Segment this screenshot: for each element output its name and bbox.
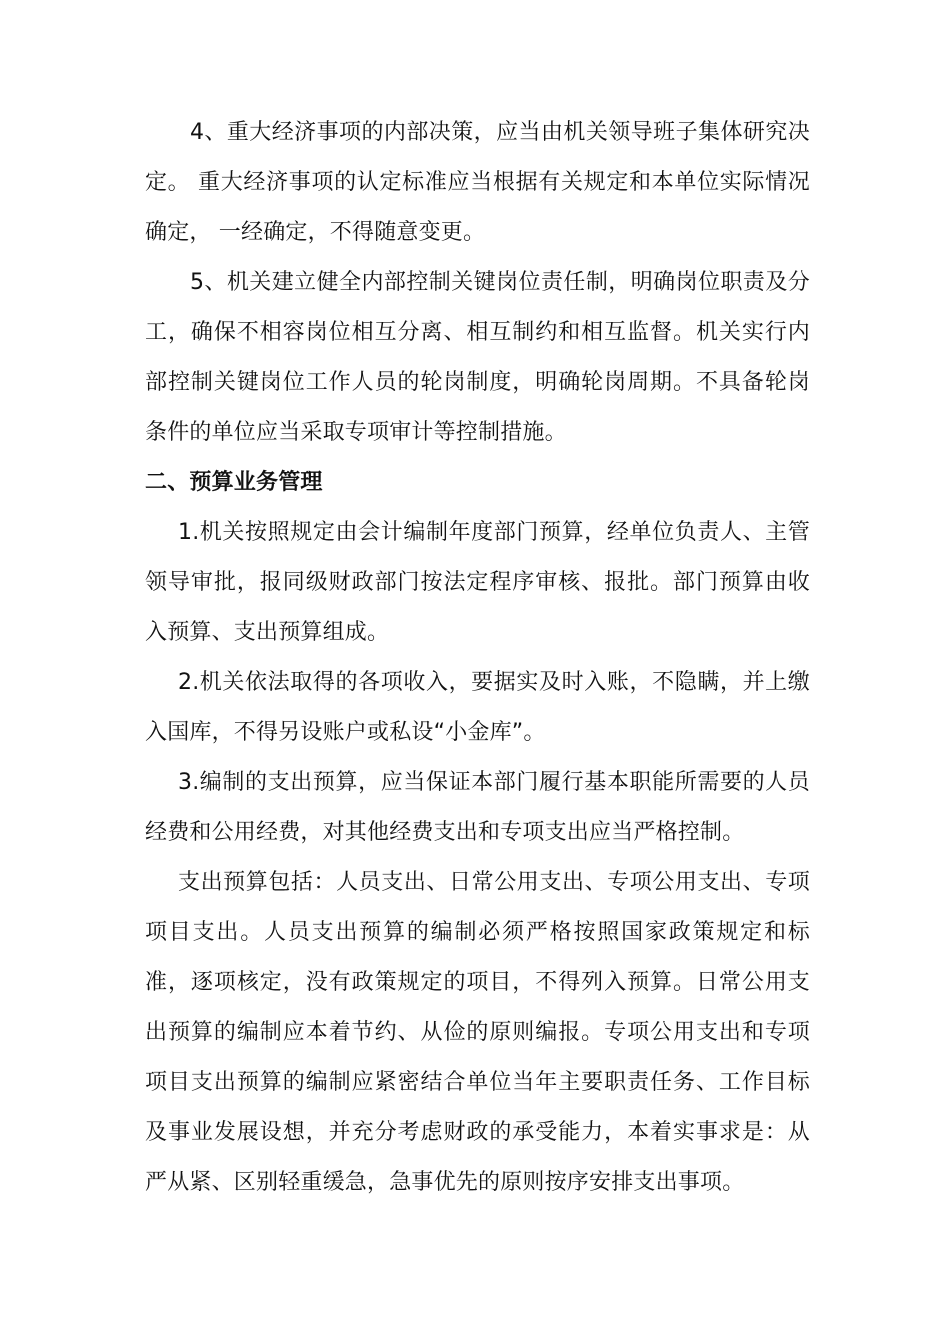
paragraph-budget-2: 2.机关依法取得的各项收入，要据实及时入账，不隐瞒，并上缴入国库，不得另设账户或私设“小金库”。 xyxy=(145,670,810,745)
paragraph-budget-3: 3.编制的支出预算，应当保证本部门履行基本职能所需要的人员经费和公用经费，对其他经费支出和专项支出应当严格控制。 xyxy=(145,770,810,845)
paragraph-budget-1: 1.机关按照规定由会计编制年度部门预算，经单位负责人、主管领导审批，报同级财政部门按法定程序审核、报批。部门预算由收入预算、支出预算组成。 xyxy=(145,520,810,645)
paragraph-expenditure-budget: 支出预算包括：人员支出、日常公用支出、专项公用支出、专项项目支出。人员支出预算的编制必须严格按照国家政策规定和标准，逐项核定，没有政策规定的项目，不得列入预算。日常公用支出预算的编制应本着节约、从俭的原则编报。专项公用支出和专项项目支出预算的编制应紧密结合单位当年主要职责任务、工作目标及事业发展设想，并充分考虑财政的承受能力，本着实事求是：从严从紧、区别轻重缓急，急事优先的原则按序安排支出事项。 xyxy=(145,870,810,1195)
paragraph-item-4: 4、重大经济事项的内部决策，应当由机关领导班子集体研究决定。 重大经济事项的认定标准应当根据有关规定和本单位实际情况确定， 一经确定，不得随意变更。 xyxy=(145,120,810,245)
paragraph-item-5: 5、机关建立健全内部控制关键岗位责任制，明确岗位职责及分工，确保不相容岗位相互分离、相互制约和相互监督。机关实行内部控制关键岗位工作人员的轮岗制度，明确轮岗周期。不具备轮岗条件的单位应当采取专项审计等控制措施。 xyxy=(145,270,810,445)
section-heading-budget: 二、预算业务管理 xyxy=(145,470,323,495)
document-body xyxy=(145,108,810,1208)
